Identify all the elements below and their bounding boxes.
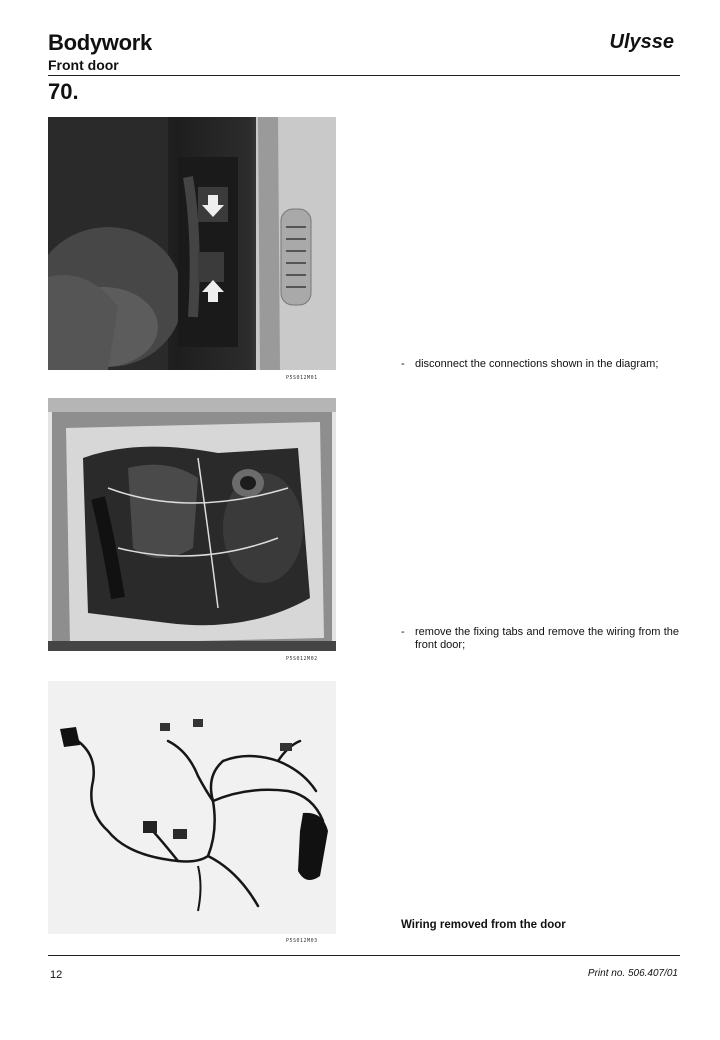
print-number: Print no. 506.407/01 [587,968,678,979]
page-subtitle: Front door [48,57,119,73]
figure-code-3: P5S012M03 [286,938,318,944]
footer-divider [48,955,680,956]
step-bullet: - [401,626,405,638]
photo-door-hinge-connections [48,117,336,370]
photo-wiring-harness [48,681,336,934]
page-number: 12 [50,969,63,981]
figure-code-1: P5S012M01 [286,375,318,381]
section-number: 70. [48,79,79,104]
step-1 [401,358,679,371]
header-divider [48,75,680,76]
figure-caption: Wiring removed from the door [401,919,566,931]
step-text: disconnect the connections shown in the diagram; [415,358,659,370]
brand-name: Ulysse [609,31,674,53]
step-2 [401,626,679,652]
step-bullet: - [401,358,405,370]
page-title: Bodywork [48,30,152,55]
photo-door-inner-panel [48,398,336,651]
step-text: remove the fixing tabs and remove the wiring from the front door; [415,626,679,651]
figure-code-2: P5S012M02 [286,656,318,662]
